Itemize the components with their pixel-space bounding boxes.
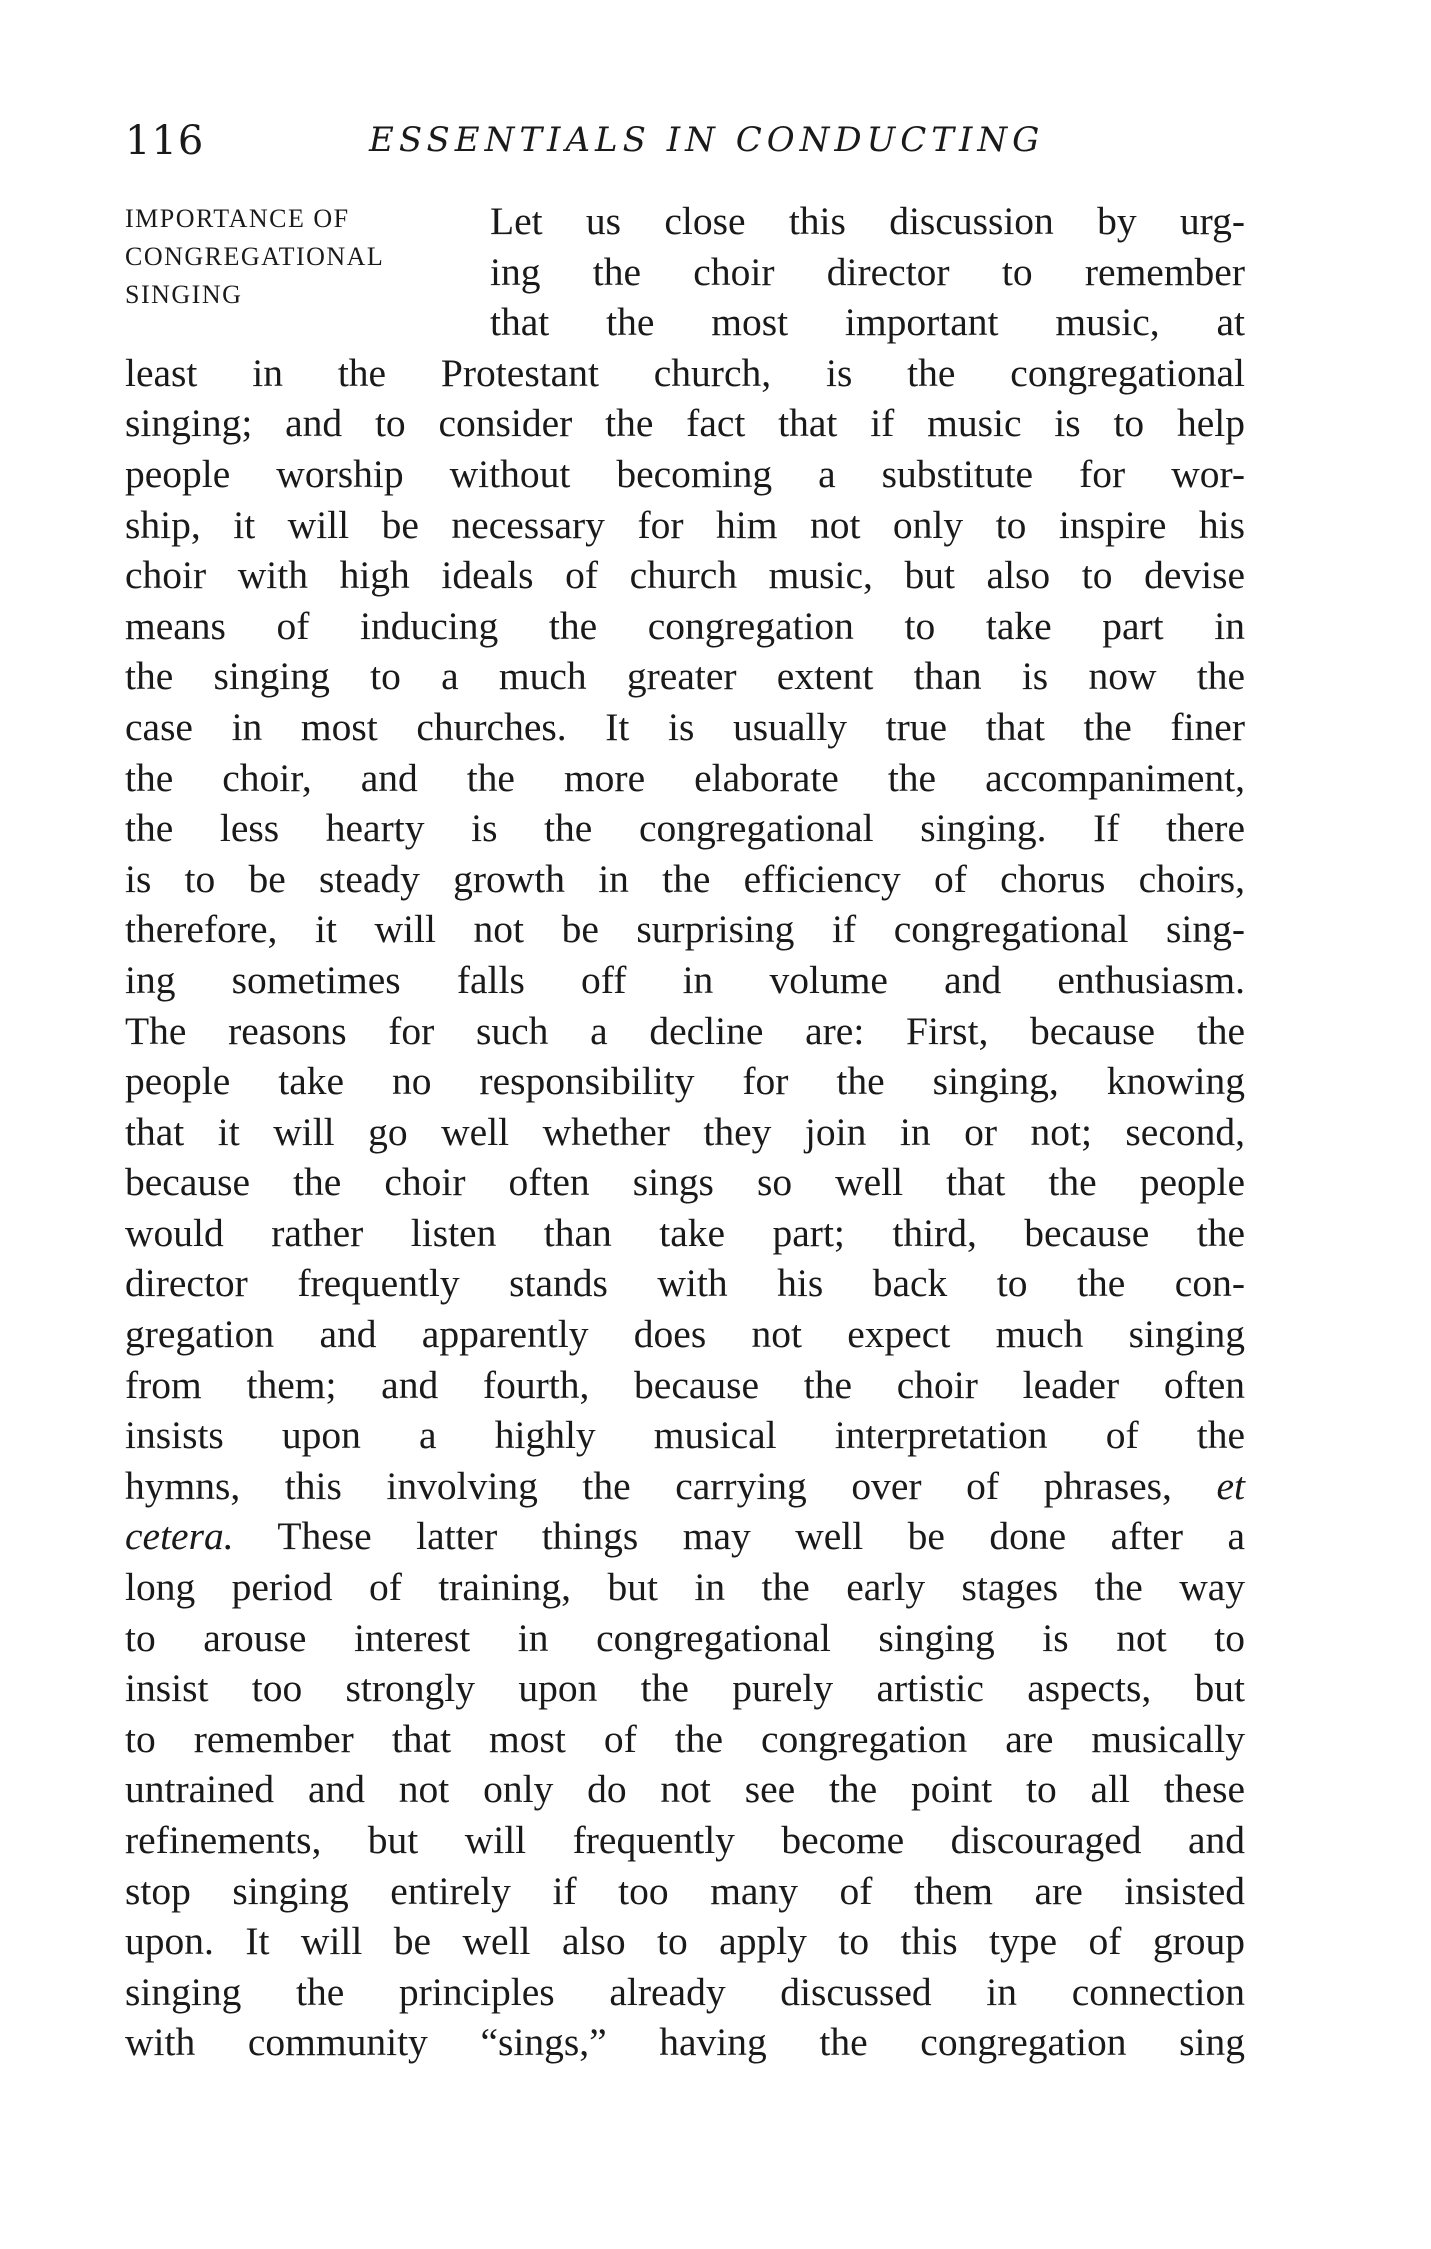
- italic-text: cetera.: [125, 1514, 234, 1559]
- text-line: choir with high ideals of church music, but also to devise: [125, 553, 1245, 598]
- text-line: Let us close this discussion by urg-: [490, 199, 1245, 243]
- text-line: ing the choir director to remember: [490, 249, 1245, 294]
- text-line: director frequently stands with his back to the con-: [125, 1261, 1245, 1306]
- text-segment: hymns, this involving the carrying over of phrases,: [125, 1463, 1172, 1508]
- body-paragraph: [125, 196, 1245, 2068]
- text-line: the singing to a much greater extent than is now the: [125, 654, 1245, 699]
- text-line: insist too strongly upon the purely artistic aspects, but: [125, 1666, 1245, 1711]
- running-head: ESSENTIALS IN CONDUCTING: [369, 120, 1045, 160]
- text-line: the choir, and the more elaborate the accompaniment,: [125, 755, 1245, 800]
- text-line: insists upon a highly musical interpretation of the: [125, 1413, 1245, 1458]
- text-line: the less hearty is the congregational singing. If there: [125, 806, 1245, 851]
- text-line: least in the Protestant church, is the congregational: [125, 350, 1245, 395]
- italic-text: et: [1216, 1463, 1245, 1508]
- text-line: long period of training, but in the early stages the way: [125, 1565, 1245, 1610]
- text-line: that the most important music, at: [490, 300, 1245, 345]
- text-line: case in most churches. It is usually true that the finer: [125, 704, 1245, 749]
- text-line: to remember that most of the congregation are musically: [125, 1716, 1245, 1761]
- text-line: gregation and apparently does not expect much singing: [125, 1312, 1245, 1357]
- text-line: people take no responsibility for the singing, knowing: [125, 1059, 1245, 1104]
- margin-heading-line: SINGING: [125, 280, 243, 309]
- text-line: ship, it will be necessary for him not only to inspire his: [125, 502, 1245, 547]
- text-line: to arouse interest in congregational singing is not to: [125, 1615, 1245, 1660]
- text-line: ing sometimes falls off in volume and enthusiasm.: [125, 957, 1245, 1002]
- text-line: therefore, it will not be surprising if congregational sing-: [125, 907, 1245, 952]
- text-line: [125, 1511, 1245, 1562]
- text-line: means of inducing the congregation to take part in: [125, 603, 1245, 648]
- page-header: [125, 118, 1245, 178]
- text-line: The reasons for such a decline are: First, because the: [125, 1008, 1245, 1053]
- text-line: because the choir often sings so well that the people: [125, 1160, 1245, 1205]
- text-line: upon. It will be well also to apply to this type of group: [125, 1919, 1245, 1964]
- text-line: with community “sings,” having the congregation sing: [125, 2020, 1245, 2065]
- text-line: refinements, but will frequently become discouraged and: [125, 1818, 1245, 1862]
- margin-heading-line: CONGREGATIONAL: [125, 242, 385, 271]
- text-line: would rather listen than take part; third, because the: [125, 1210, 1245, 1255]
- text-line: people worship without becoming a substitute for wor-: [125, 451, 1245, 496]
- text-line: that it will go well whether they join in or not; second,: [125, 1109, 1245, 1154]
- page-number: 116: [125, 118, 205, 164]
- text-line: is to be steady growth in the efficiency of chorus choirs,: [125, 856, 1245, 901]
- text-segment: These latter things may well be done after a: [277, 1514, 1245, 1559]
- margin-heading-line: IMPORTANCE OF: [125, 204, 350, 233]
- text-line: from them; and fourth, because the choir leader often: [125, 1362, 1245, 1407]
- text-line: [125, 1461, 1245, 1512]
- text-line: singing the principles already discussed in connection: [125, 1969, 1245, 2014]
- text-line: singing; and to consider the fact that if music is to help: [125, 401, 1245, 446]
- text-line: stop singing entirely if too many of them are insisted: [125, 1868, 1245, 1913]
- text-line: untrained and not only do not see the point to all these: [125, 1767, 1245, 1812]
